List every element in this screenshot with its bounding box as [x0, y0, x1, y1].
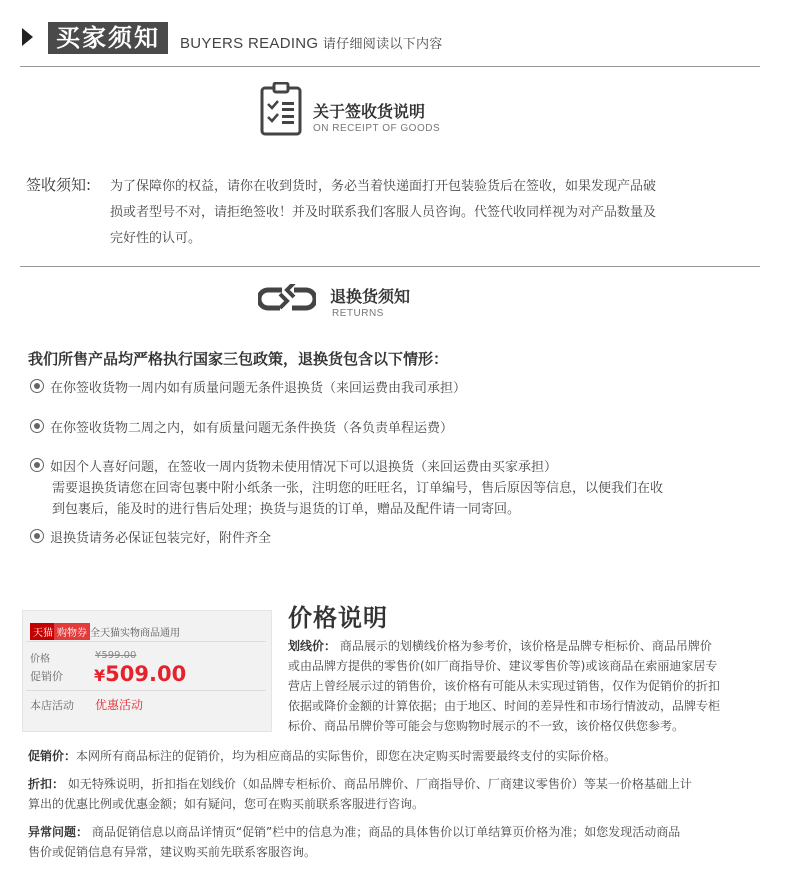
list-item: 在你签收货物一周内如有质量问题无条件退换货（来回运费由我司承担）: [30, 378, 765, 399]
price-section-title: 价格说明: [288, 604, 388, 632]
divider: [20, 66, 760, 67]
radio-bullet-icon: [30, 529, 44, 543]
original-price: ¥599.00: [95, 650, 137, 661]
header-arrow-icon: [22, 28, 33, 46]
list-item: 退换货请务必保证包装完好，附件齐全: [30, 528, 765, 549]
receipt-section-subtitle: ON RECEIPT OF GOODS: [313, 123, 441, 134]
promo-price: ¥509.00: [94, 662, 187, 686]
radio-bullet-icon: [30, 458, 44, 472]
returns-section-title: 退换货须知: [330, 287, 411, 306]
activity-value: 优惠活动: [95, 698, 144, 712]
card-title: 全天猫实物商品通用: [90, 628, 180, 639]
returns-section-subtitle: RETURNS: [332, 308, 384, 319]
coupon-tag: 购物券: [54, 623, 90, 640]
divider: [26, 641, 266, 642]
activity-label: 本店活动: [30, 699, 74, 712]
exchange-arrows-icon: [258, 284, 316, 318]
strike-price-explanation: 划线价： 商品展示的划横线价格为参考价，该价格是品牌专柜标价、商品吊牌价 或由品牌方提供的零售价(如厂商指导价、建议零售价等)或该商品在索丽迪家居专 营店上曾经展示过的销售价，该价格有可能从未实现过销售，仅作为促销价的折扣 依据或降价金额的计算依据；由于地区、时间的差异性和市场行情波动，品牌专柜 标价、商品吊牌价等可能会与您购物时展示的不一致，该价格仅供您参考。: [288, 639, 721, 733]
radio-bullet-icon: [30, 379, 44, 393]
list-item: 在你签收货物二周之内，如有质量问题无条件换货（各负责单程运费）: [30, 418, 765, 439]
page-title: 买家须知: [48, 22, 168, 54]
page-subtitle: BUYERS READING 请仔细阅读以下内容: [180, 35, 443, 52]
discount-explanation: 折扣： 如无特殊说明，折扣指在划线价（如品牌专柜标价、商品吊牌价、厂商指导价、厂商建议零售价）等某一价格基础上计 算出的优惠比例或优惠金额；如有疑问，您可在购买前联系客服进行咨询。: [28, 777, 692, 811]
radio-bullet-icon: [30, 419, 44, 433]
abnormal-explanation: 异常问题： 商品促销信息以商品详情页“促销”栏中的信息为准；商品的具体售价以订单结算页价格为准；如您发现活动商品 售价或促销信息有异常，建议购买前先联系客服咨询。: [28, 825, 681, 859]
receipt-label: 签收须知:: [26, 176, 92, 194]
receipt-section-title: 关于签收货说明: [313, 102, 426, 121]
policy-heading: 我们所售产品均严格执行国家三包政策，退换货包含以下情形：: [28, 350, 449, 368]
promo-price-label: 促销价: [30, 670, 63, 683]
price-label: 价格: [30, 654, 50, 665]
clipboard-checklist-icon: [260, 82, 302, 140]
divider: [26, 690, 266, 691]
promo-price-explanation: 促销价：本网所有商品标注的促销价，均为相应商品的实际售价，即您在决定购买时需要最终支付的实际价格。: [28, 749, 617, 763]
divider: [20, 266, 760, 267]
receipt-text: 为了保障你的权益，请你在收到货时，务必当着快递面打开包装验货后在签收，如果发现产品破 损或者型号不对，请拒绝签收！并及时联系我们客服人员咨询。代签代收同样视为对产品数量及 完好性的认可。: [110, 179, 657, 246]
list-item: 如因个人喜好问题，在签收一周内货物未使用情况下可以退换货（来回运费由买家承担） 需要退换货请您在回寄包裹中附小纸条一张，注明您的旺旺名，订单编号，售后原因等信息，以便我们在收 到包裹后，能及时的进行售后处理；换货与退货的订单，赠品及配件请一同寄回。: [30, 457, 765, 520]
tmall-tag: 天猫: [30, 623, 56, 640]
